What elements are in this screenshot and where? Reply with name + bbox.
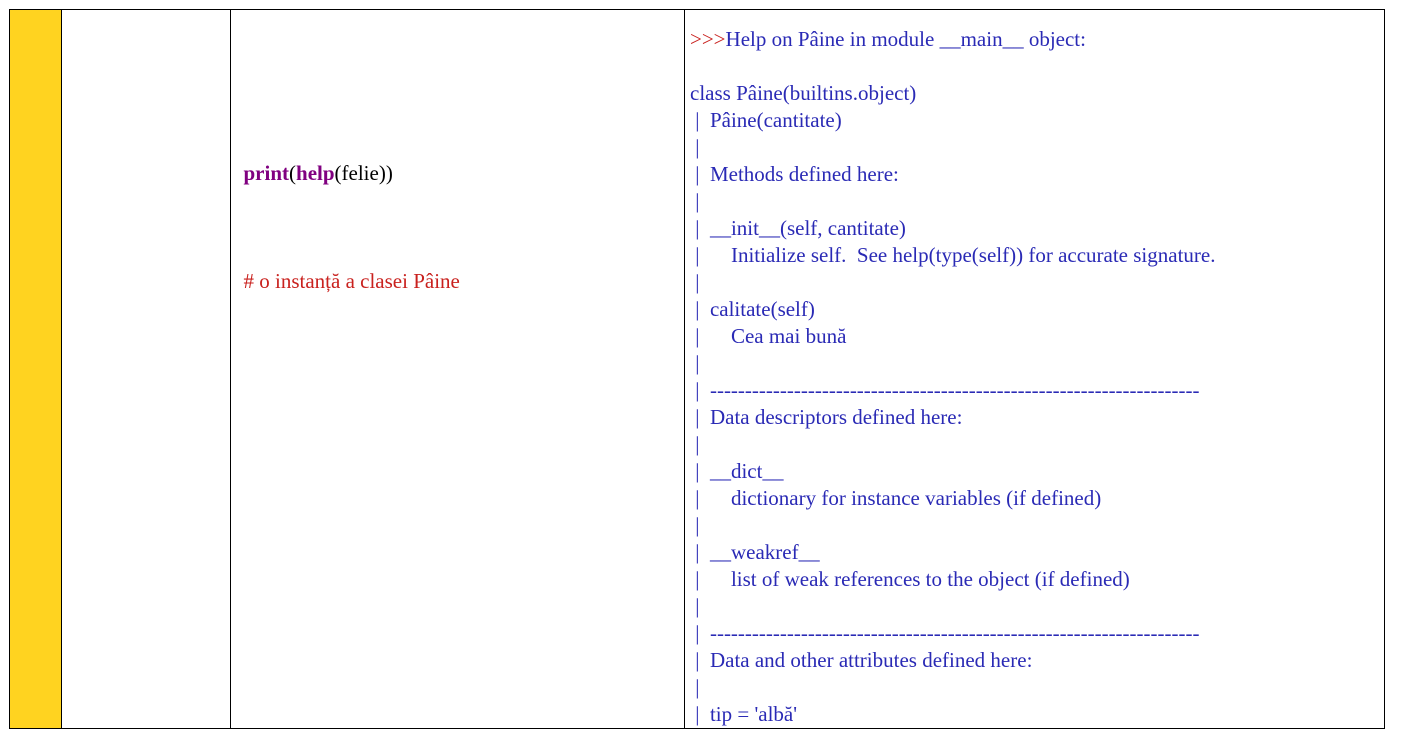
print-statement — [244, 160, 393, 187]
output-line-text: | — [690, 432, 710, 456]
code-cell — [231, 10, 685, 729]
output-line — [690, 296, 1384, 323]
output-line — [690, 323, 1384, 350]
help-output — [685, 10, 1384, 728]
output-line — [690, 512, 1384, 539]
output-line — [690, 188, 1384, 215]
output-line — [690, 647, 1384, 674]
output-line-text: | dictionary for instance variables (if defined) — [690, 486, 1102, 510]
output-line-text: | — [690, 675, 710, 699]
output-line — [690, 215, 1384, 242]
output-line — [690, 701, 1384, 728]
output-line-text: | Pâine(cantitate) — [690, 108, 842, 132]
output-line — [690, 269, 1384, 296]
output-line-text: | Methods defined here: — [690, 162, 899, 186]
output-line-text: | ---------------------------------------------------------------------- — [690, 378, 1200, 402]
output-line-text: | Data and other attributes defined here: — [690, 648, 1033, 672]
document-table — [9, 9, 1385, 729]
prompt-marker: >>> — [690, 27, 726, 51]
output-line — [690, 485, 1384, 512]
output-line-text: | — [690, 270, 710, 294]
output-line-text: | calitate(self) — [690, 297, 815, 321]
code-comment: # o instanță a clasei Pâine — [243, 268, 460, 293]
output-line-text: | — [690, 189, 710, 213]
output-line — [690, 431, 1384, 458]
output-line — [690, 458, 1384, 485]
output-line-text: | — [690, 135, 710, 159]
output-line-text: Help on Pâine in module __main__ object: — [725, 27, 1086, 51]
output-line — [690, 566, 1384, 593]
output-line-text: | __weakref__ — [690, 540, 820, 564]
output-line — [690, 620, 1384, 647]
output-line — [690, 161, 1384, 188]
output-line-text: | — [690, 594, 710, 618]
empty-cell — [62, 10, 231, 729]
output-line — [690, 26, 1384, 53]
output-line — [690, 80, 1384, 107]
output-line-text: | list of weak references to the object (if defined) — [690, 567, 1130, 591]
table-row — [10, 10, 1385, 729]
output-line — [690, 350, 1384, 377]
output-line — [690, 242, 1384, 269]
print-keyword: print — [243, 160, 290, 185]
output-line-text: | __init__(self, cantitate) — [690, 216, 906, 240]
output-line-text: | — [690, 351, 710, 375]
output-line — [690, 107, 1384, 134]
output-line — [690, 404, 1384, 431]
help-arguments: (felie)) — [334, 160, 393, 185]
output-line-text: | tip = 'albă' — [690, 702, 798, 726]
paren-open: ( — [289, 160, 297, 185]
output-line-text: | Data descriptors defined here: — [690, 405, 963, 429]
output-line-text: | ---------------------------------------------------------------------- — [690, 621, 1200, 645]
help-keyword: help — [296, 160, 335, 185]
output-line-text: class Pâine(builtins.object) — [690, 81, 917, 105]
output-line — [690, 539, 1384, 566]
output-line — [690, 674, 1384, 701]
yellow-strip-cell — [10, 10, 62, 729]
output-line-text: | — [690, 513, 710, 537]
output-line — [690, 593, 1384, 620]
output-line — [690, 53, 1384, 80]
output-line — [690, 377, 1384, 404]
output-line — [690, 134, 1384, 161]
output-line-text: | Initialize self. See help(type(self)) for accurate signature. — [690, 243, 1216, 267]
output-line-text: | Cea mai bună — [690, 324, 847, 348]
output-cell — [685, 10, 1385, 729]
output-line-text: | __dict__ — [690, 459, 784, 483]
